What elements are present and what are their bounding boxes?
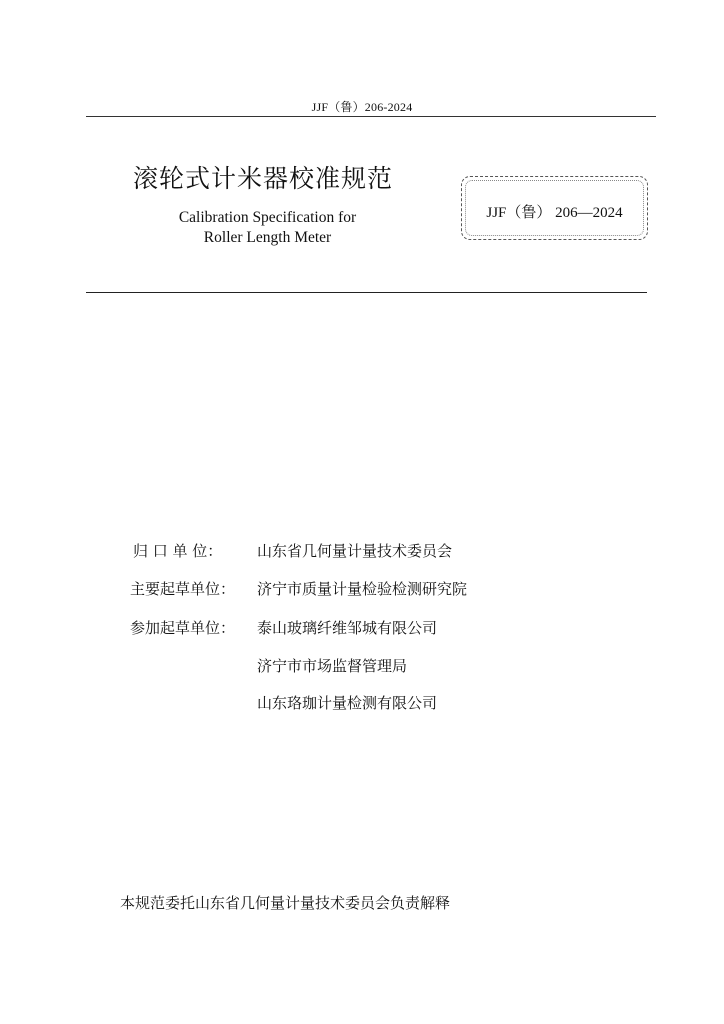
- title-english-line-1: Calibration Specification for: [178, 209, 357, 226]
- participating-unit-label: 参加起草单位：: [130, 619, 236, 637]
- participating-unit-3: 山东珞珈计量检测有限公司: [257, 694, 438, 712]
- main-drafting-unit-value: 济宁市质量计量检验检测研究院: [257, 580, 468, 598]
- standard-code-box: [461, 176, 648, 240]
- interpretation-note: 本规范委托山东省几何量计量技术委员会负责解释: [120, 894, 451, 912]
- standard-code-text: JJF（鲁） 206—2024: [486, 205, 623, 221]
- responsible-unit-label: 归 口 单 位：: [133, 542, 223, 560]
- main-drafting-unit-label: 主要起草单位：: [130, 580, 236, 598]
- page-title-english: [150, 208, 385, 248]
- page-title-chinese: 滚轮式计米器校准规范: [133, 164, 394, 193]
- participating-unit-2: 济宁市市场监督管理局: [257, 657, 408, 675]
- participating-unit-1: 泰山玻璃纤维邹城有限公司: [257, 619, 438, 637]
- title-english-line-2: Roller Length Meter: [203, 229, 332, 246]
- header-divider: [86, 116, 656, 117]
- title-divider: [86, 292, 647, 293]
- responsible-unit-value: 山东省几何量计量技术委员会: [257, 542, 453, 560]
- header-standard-code: JJF（鲁）206-2024: [311, 100, 413, 114]
